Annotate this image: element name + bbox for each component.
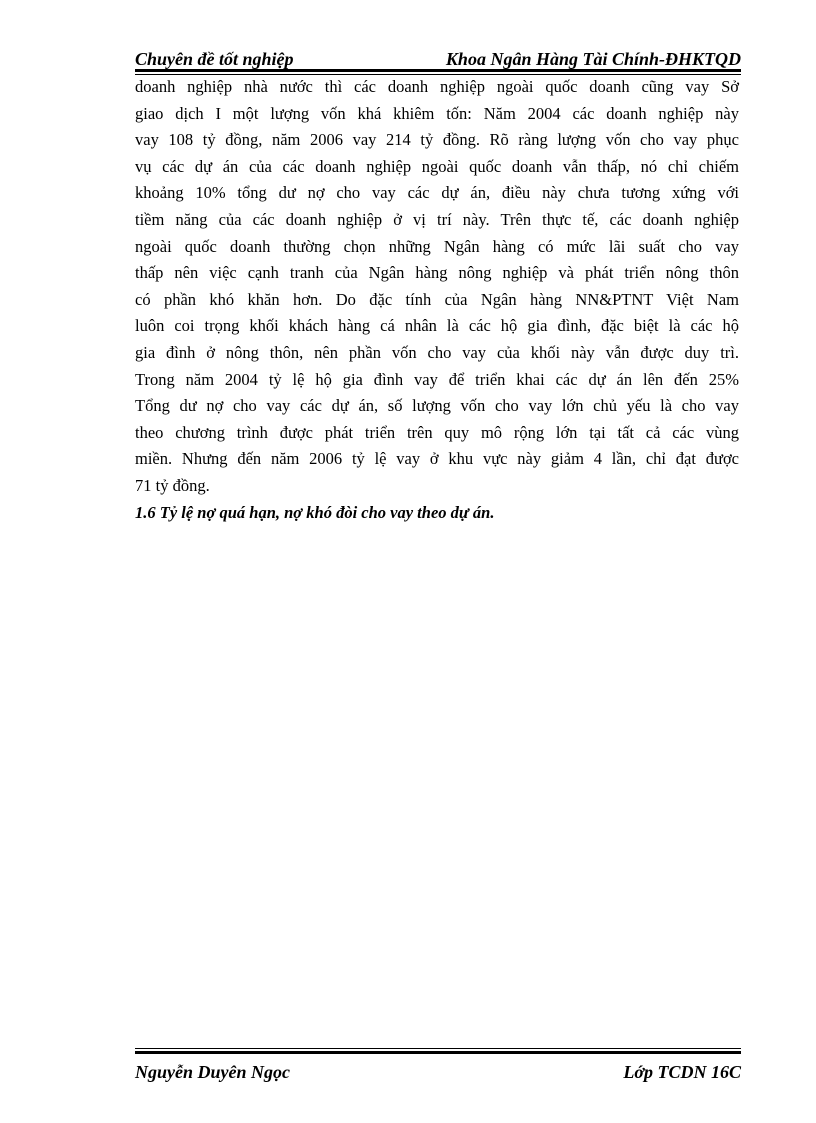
body-line: gia đình ở nông thôn, nên phần vốn cho vay của khối này vẫn được duy trì. xyxy=(135,342,739,362)
body-line: ngoài quốc doanh thường chọn những Ngân hàng có mức lãi suất cho vay xyxy=(135,236,739,256)
body-line: thấp nên việc cạnh tranh của Ngân hàng nông nghiệp và phát triển nông thôn xyxy=(135,263,739,283)
body-line: vụ các dự án của các doanh nghiệp ngoài quốc doanh vẫn thấp, nó chỉ chiếm xyxy=(135,156,739,176)
body-line: theo chương trình được phát triển trên quy mô rộng lớn tại tất cả các vùng xyxy=(135,422,739,442)
page-header xyxy=(135,47,741,73)
body-line: tiềm năng của các doanh nghiệp ở vị trí này. Trên thực tế, các doanh nghiệp xyxy=(135,209,739,229)
body-text xyxy=(135,74,739,526)
header-thesis-title: Chuyên đề tốt nghiệp xyxy=(135,49,294,69)
body-line: 71 tỷ đồng. xyxy=(135,475,210,495)
body-line: Trong năm 2004 tỷ lệ hộ gia đình vay để triển khai các dự án lên đến 25% xyxy=(135,369,739,389)
footer-author: Nguyễn Duyên Ngọc xyxy=(135,1062,290,1082)
body-line: luôn coi trọng khối khách hàng cá nhân là các hộ gia đình, đặc biệt là các hộ xyxy=(135,316,739,336)
header-faculty: Khoa Ngân Hàng Tài Chính-ĐHKTQD xyxy=(445,49,741,69)
footer-class: Lớp TCDN 16C xyxy=(623,1062,741,1082)
body-line: doanh nghiệp nhà nước thì các doanh nghiệp ngoài quốc doanh cũng vay Sở xyxy=(135,77,739,96)
body-line: vay 108 tỷ đồng, năm 2006 vay 214 tỷ đồng. Rõ ràng lượng vốn cho vay phục xyxy=(135,130,739,150)
body-line: khoảng 10% tổng dư nợ cho vay các dự án, điều này chưa tương xứng với xyxy=(135,183,739,203)
header-rule-thick xyxy=(135,69,741,72)
footer-rule-thin xyxy=(135,1048,741,1049)
body-line: giao dịch I một lượng vốn khá khiêm tốn: Năm 2004 các doanh nghiệp này xyxy=(135,103,739,123)
body-line: Tổng dư nợ cho vay các dự án, số lượng vốn cho vay lớn chủ yếu là cho vay xyxy=(135,396,739,416)
body-line: miền. Nhưng đến năm 2006 tỷ lệ vay ở khu vực này giảm 4 lần, chỉ đạt được xyxy=(135,449,739,469)
page-footer xyxy=(135,1048,741,1088)
body-line: có phần khó khăn hơn. Do đặc tính của Ngân hàng NN&PTNT Việt Nam xyxy=(135,289,739,309)
section-heading: 1.6 Tỷ lệ nợ quá hạn, nợ khó đòi cho vay theo dự án. xyxy=(135,502,495,522)
footer-rule-thick xyxy=(135,1051,741,1054)
